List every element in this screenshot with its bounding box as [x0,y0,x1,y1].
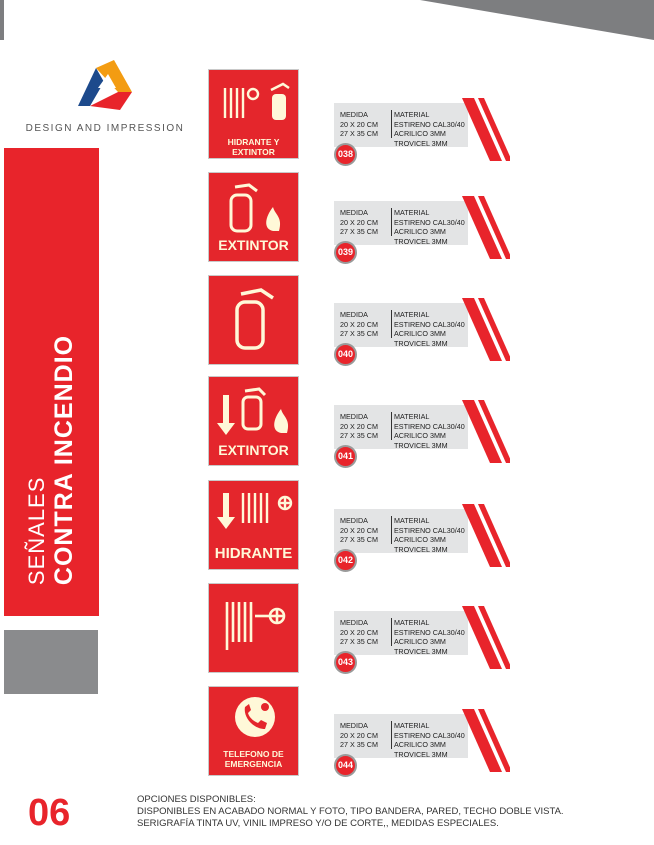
product-code-badge: 044 [334,754,357,777]
options-text [137,794,564,830]
material-list: MATERIAL ESTIRENO CAL30/40 ACRILICO 3MM TROVICEL 3MM [394,208,465,246]
product-code-badge: 038 [334,143,357,166]
product-code-badge: 040 [334,343,357,366]
product-card-040 [334,298,510,361]
brand-name: DESIGN AND IMPRESSION [25,123,185,134]
sign-label: HIDRANTE Y EXTINTOR [227,137,280,157]
stripe-decoration [462,98,510,161]
stripe-decoration [462,400,510,463]
divider [391,516,392,544]
product-code-badge: 042 [334,549,357,572]
product-card-044 [334,709,510,772]
options-title: OPCIONES DISPONIBLES: [137,794,256,805]
sign-label: EXTINTOR [218,237,289,253]
sign-label: EXTINTOR [218,442,289,458]
divider [391,721,392,749]
header-band [0,0,654,40]
size-list: MEDIDA 20 X 20 CM 27 X 35 CM [340,110,378,138]
options-line: SERIGRAFÍA TINTA UV, VINIL IMPRESO Y/O DE CORTE,, MEDIDAS ESPECIALES. [137,818,499,829]
options-line: DISPONIBLES EN ACABADO NORMAL Y FOTO, TIPO BANDERA, PARED, TECHO DOBLE VISTA. [137,806,564,817]
sign-043 [208,583,299,673]
product-code-badge: 043 [334,651,357,674]
material-list: MATERIAL ESTIRENO CAL30/40 ACRILICO 3MM TROVICEL 3MM [394,618,465,656]
product-card-038 [334,98,510,161]
size-list: MEDIDA 20 X 20 CM 27 X 35 CM [340,516,378,544]
product-card-043 [334,606,510,669]
material-list: MATERIAL ESTIRENO CAL30/40 ACRILICO 3MM TROVICEL 3MM [394,412,465,450]
material-list: MATERIAL ESTIRENO CAL30/40 ACRILICO 3MM TROVICEL 3MM [394,110,465,148]
page-number: 06 [28,792,71,834]
size-list: MEDIDA 20 X 20 CM 27 X 35 CM [340,618,378,646]
material-list: MATERIAL ESTIRENO CAL30/40 ACRILICO 3MM TROVICEL 3MM [394,516,465,554]
divider [391,208,392,236]
stripe-decoration [462,196,510,259]
product-code-badge: 041 [334,445,357,468]
product-card-042 [334,504,510,567]
sign-042 [208,480,299,570]
gray-block [4,630,98,694]
stripe-decoration [462,298,510,361]
sign-039 [208,172,299,262]
divider [391,412,392,440]
divider [391,310,392,338]
size-list: MEDIDA 20 X 20 CM 27 X 35 CM [340,412,378,440]
product-card-039 [334,196,510,259]
brand-logo [74,58,136,112]
size-list: MEDIDA 20 X 20 CM 27 X 35 CM [340,721,378,749]
section-title-line2: CONTRA INCENDIO [50,334,78,586]
sign-041 [208,376,299,466]
sign-label: HIDRANTE [214,545,293,562]
sign-044 [208,686,299,776]
stripe-decoration [462,606,510,669]
product-card-041 [334,400,510,463]
material-list: MATERIAL ESTIRENO CAL30/40 ACRILICO 3MM TROVICEL 3MM [394,310,465,348]
product-code-badge: 039 [334,241,357,264]
hydrant-hose-icon [209,584,300,674]
material-list: MATERIAL ESTIRENO CAL30/40 ACRILICO 3MM TROVICEL 3MM [394,721,465,759]
divider [391,110,392,138]
section-title-line1: SEÑALES [24,476,49,586]
stripe-decoration [462,504,510,567]
section-title [24,335,78,585]
sign-label: TELEFONO DE EMERGENCIA [223,749,284,769]
sign-040 [208,275,299,365]
sign-038 [208,69,299,159]
size-list: MEDIDA 20 X 20 CM 27 X 35 CM [340,310,378,338]
divider [391,618,392,646]
size-list: MEDIDA 20 X 20 CM 27 X 35 CM [340,208,378,236]
stripe-decoration [462,709,510,772]
extinguisher-icon [209,276,300,366]
